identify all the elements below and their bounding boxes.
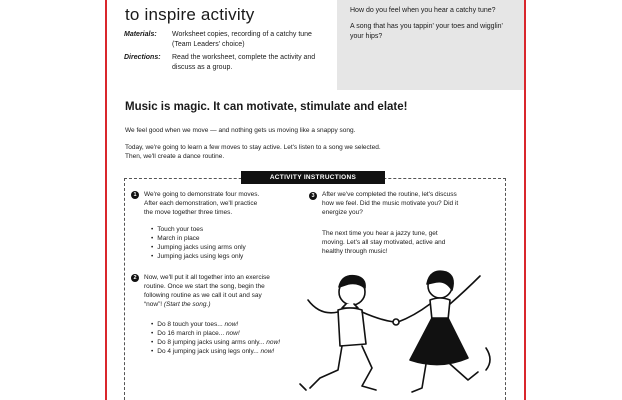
step-1-line-2: After each demonstration, we'll practice [144, 200, 258, 207]
step-3-number: 3 [309, 192, 317, 200]
step-3-line-4: The next time you hear a jazzy tune, get [322, 230, 438, 237]
step-3-line-6: healthy through music! [322, 248, 388, 255]
step-2-line-4 [144, 300, 210, 309]
activity-badge: ACTIVITY INSTRUCTIONS [241, 171, 385, 184]
list-item: • Do 16 march in place... now! [151, 329, 280, 338]
step-2-list [151, 320, 280, 356]
page-title: to inspire activity [125, 5, 255, 24]
step-2-now-text: “now”! [144, 301, 164, 308]
step-3-line-2: how we feel. Did the music motivate you? Did it [322, 200, 459, 207]
step-3-line-5: moving. Let's all stay motivated, active and [322, 239, 446, 246]
question-1: How do you feel when you hear a catchy tune? [350, 7, 496, 14]
headline: Music is magic. It can motivate, stimulate and elate! [125, 101, 408, 113]
step-1-number: 1 [131, 191, 139, 199]
list-item: • Do 8 jumping jacks using arms only... now! [151, 338, 280, 347]
step-2-start-song: (Start the song.) [163, 301, 211, 308]
materials-label: Materials: [124, 31, 157, 38]
step-3-line-1: After we've completed the routine, let's discuss [322, 191, 457, 198]
step-1-line-1: We're going to demonstrate four moves. [144, 191, 260, 198]
list-item: • March in place [151, 234, 246, 243]
step-2-number: 2 [131, 274, 139, 282]
list-item: • Jumping jacks using legs only [151, 252, 246, 261]
list-item: • Touch your toes [151, 225, 246, 234]
list-item: • Do 8 touch your toes... now! [151, 320, 280, 329]
dancing-couple-illustration [290, 260, 510, 400]
intro-paragraph-2-line-2: Then, we'll create a dance routine. [125, 153, 225, 160]
materials-value: Worksheet copies, recording of a catchy tune (Team Leaders' choice) [172, 31, 312, 48]
step-2-line-2: routine. Once we start the song, begin the [144, 283, 265, 290]
step-3-line-3: energize you? [322, 209, 363, 216]
step-1-line-3: the move together three times. [144, 209, 233, 216]
list-item: • Jumping jacks using arms only [151, 243, 246, 252]
list-item: • Do 4 jumping jack using legs only... now! [151, 347, 280, 356]
step-1-list [151, 225, 246, 261]
intro-paragraph: We feel good when we move — and nothing gets us moving like a snappy song. [125, 127, 356, 134]
step-2-line-3: following routine as we call it out and say [144, 292, 262, 299]
directions-label: Directions: [124, 54, 161, 61]
intro-paragraph-2-line-1: Today, we're going to learn a few moves to stay active. Let's listen to a song we selected. [125, 144, 381, 151]
directions-value: Read the worksheet, complete the activity and discuss as a group. [172, 54, 316, 71]
step-2-line-1: Now, we'll put it all together into an exercise [144, 274, 270, 281]
question-2: A song that has you tappin' your toes and wigglin' your hips? [350, 23, 503, 40]
